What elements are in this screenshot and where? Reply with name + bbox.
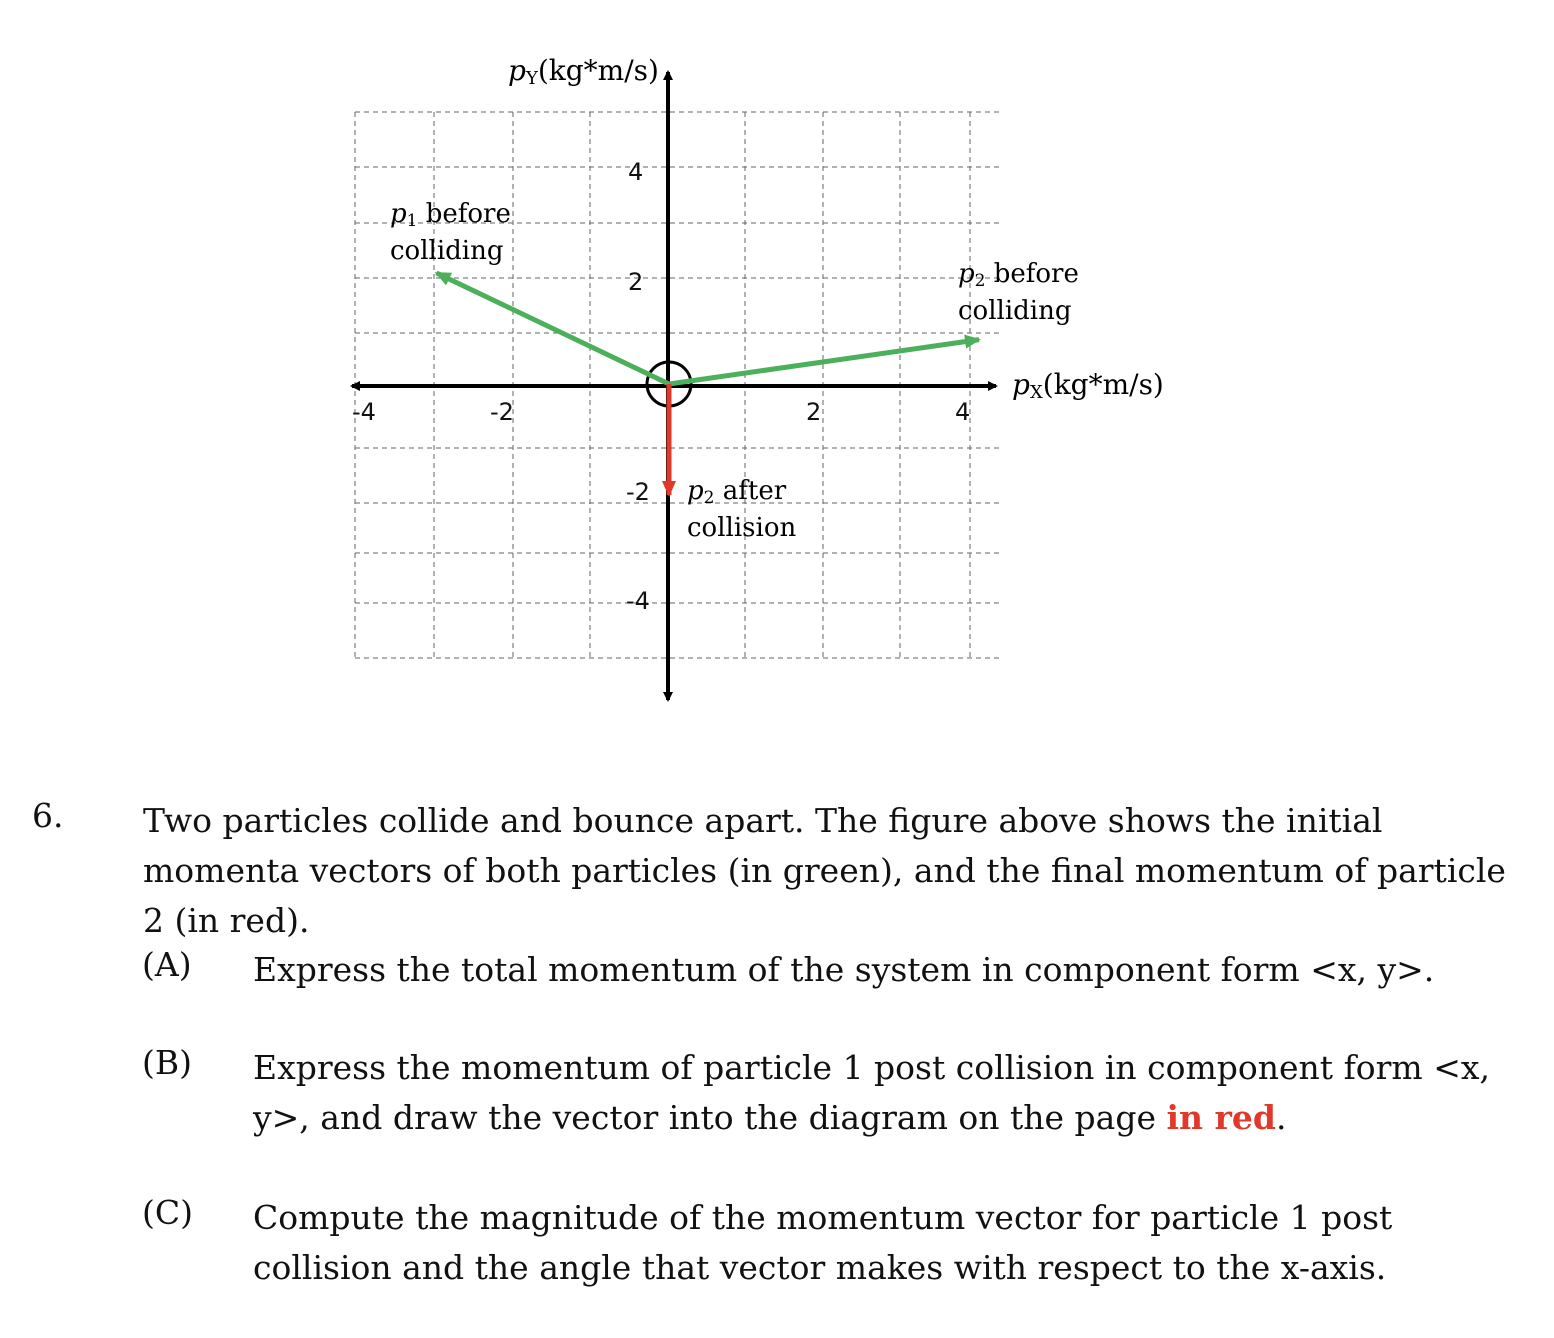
part-a-letter: (A) xyxy=(142,945,192,984)
y-tick-4: 4 xyxy=(628,158,644,186)
x-tick-4: 4 xyxy=(955,398,971,426)
y-tick-neg4: -4 xyxy=(626,587,650,615)
y-tick-2: 2 xyxy=(628,268,644,296)
part-b-letter: (B) xyxy=(142,1043,192,1082)
part-c-letter: (C) xyxy=(142,1193,193,1232)
part-b-emphasis: in red xyxy=(1166,1098,1276,1137)
x-tick-neg4: -4 xyxy=(352,398,376,426)
y-axis-label: pY(kg*m/s) xyxy=(508,54,659,89)
y-tick-neg2: -2 xyxy=(626,478,650,506)
part-c-text: Compute the magnitude of the momentum vector for particle 1 post collision and the angle that vector makes with respect to the x-axis. xyxy=(253,1198,1393,1287)
question-text: Two particles collide and bounce apart. The figure above shows the initial momenta vectors of both particles (in green), and the final momentum of particle 2 (in red). xyxy=(143,801,1506,940)
x-tick-2: 2 xyxy=(806,398,822,426)
p2-before-vector xyxy=(669,340,979,384)
part-b-body: Express the momentum of particle 1 post collision in component form <x, y>, and draw the vector into the diagram on the page xyxy=(253,1048,1490,1137)
part-a-text: Express the total momentum of the system in component form <x, y>. xyxy=(253,950,1435,989)
x-tick-neg2: -2 xyxy=(490,398,514,426)
p1-before-label: p1 before colliding xyxy=(390,199,511,266)
question-number: 6. xyxy=(32,796,64,835)
p2-after-label: p2 after collision xyxy=(687,476,797,543)
x-axis-label: pX(kg*m/s) xyxy=(1012,368,1164,403)
part-b-after: . xyxy=(1275,1098,1287,1137)
part-b-text xyxy=(253,1043,1523,1143)
p2-before-label: p2 before colliding xyxy=(958,259,1079,326)
